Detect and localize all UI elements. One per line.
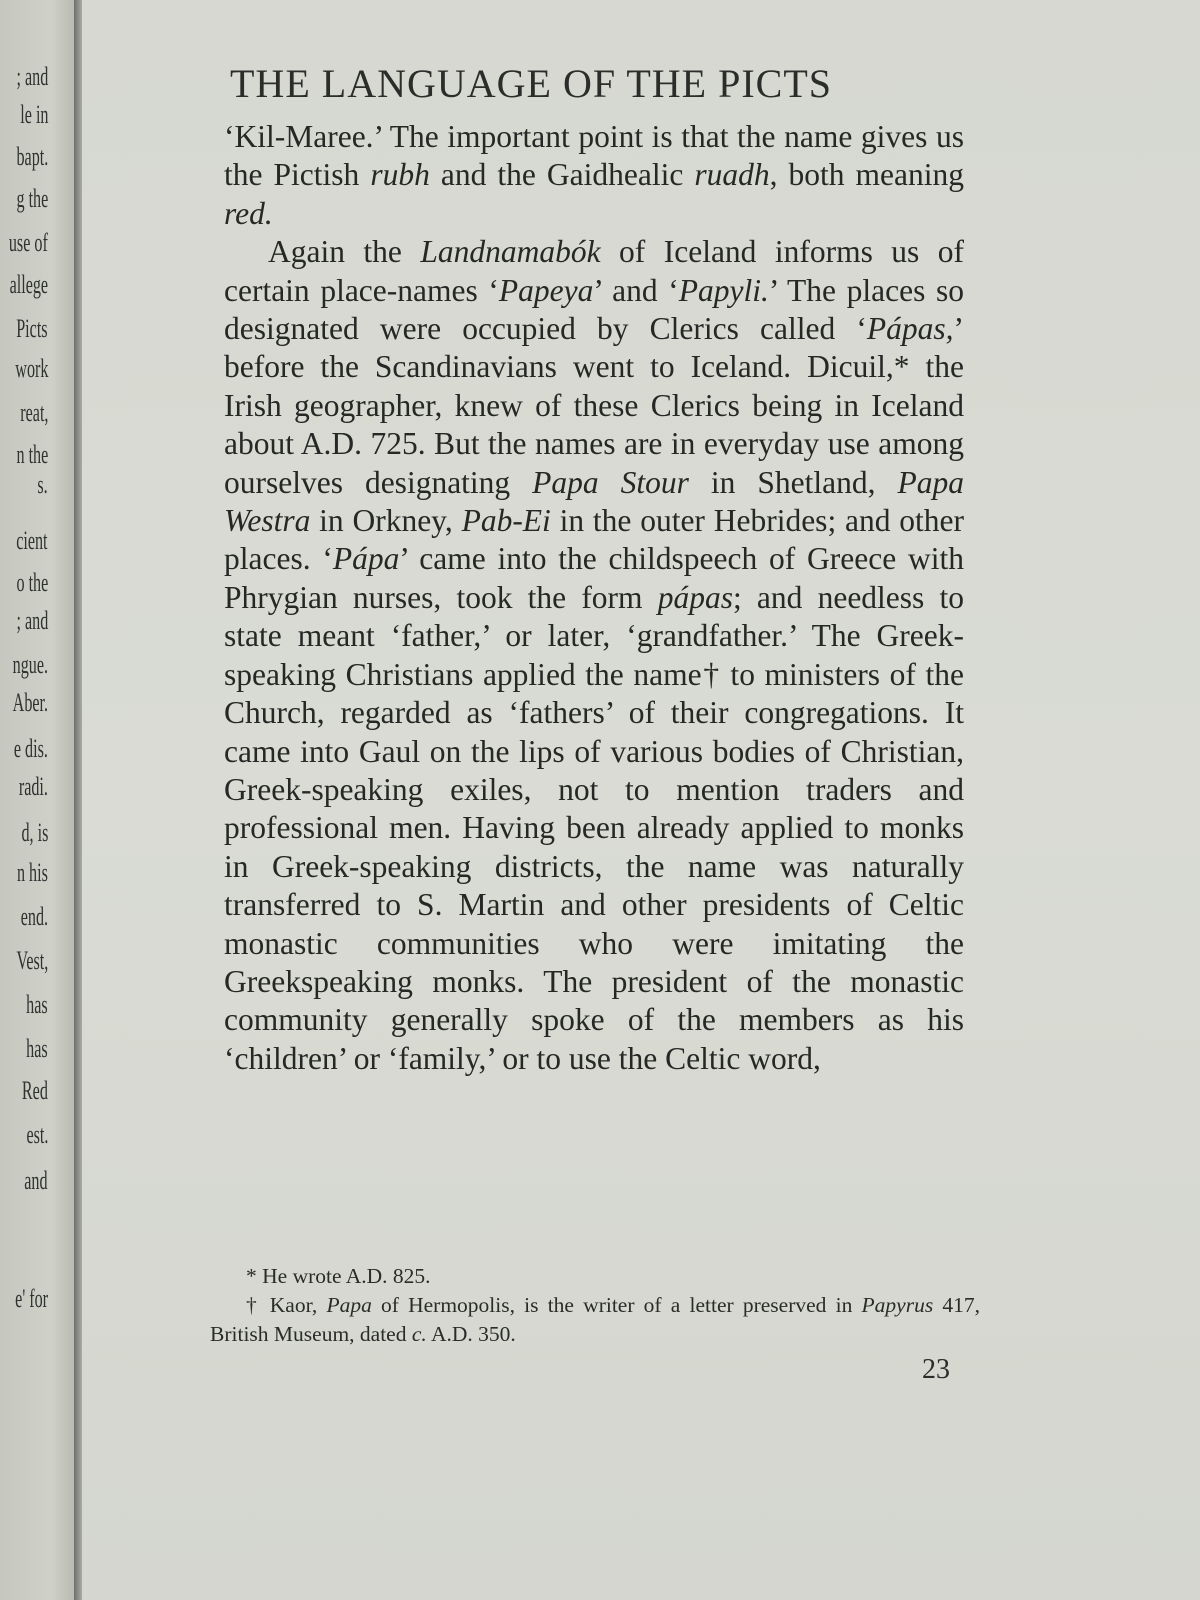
facing-page-fragment: has	[26, 1034, 48, 1063]
italic-text: Papeya	[498, 272, 594, 308]
facing-page-fragment: Red	[22, 1076, 48, 1105]
text-run: in Shetland,	[688, 464, 898, 500]
facing-page-fragment: n his	[17, 858, 48, 887]
italic-text: Papyli.	[678, 272, 769, 308]
facing-page-fragment: bapt.	[16, 142, 48, 171]
text-run: in the outer Hebrides; and other places. ‘	[224, 503, 964, 577]
text-run: of Iceland informs us of certain place-names ‘	[224, 234, 964, 308]
facing-page-fragment: work	[14, 354, 48, 383]
italic-text: red.	[224, 195, 273, 231]
paragraph	[224, 118, 964, 233]
text-run: ’ came into the childspeech of Greece with Phrygian nurses, took the form	[224, 541, 964, 615]
facing-page-fragment: and	[24, 1166, 48, 1195]
text-run: 417, British Museum, dated	[210, 1293, 981, 1346]
facing-page-fragment: use of	[9, 228, 48, 257]
facing-page-fragment: allege	[9, 270, 48, 299]
text-run: of Hermopolis, is the writer of a letter preserved in	[371, 1293, 862, 1317]
facing-page-fragment: ; and	[16, 62, 48, 91]
italic-text: c.	[411, 1322, 427, 1346]
facing-page-fragment: Vest,	[16, 946, 48, 975]
facing-page-fragment: s.	[37, 470, 48, 499]
text-run: Again the	[268, 234, 421, 270]
italic-text: Papa	[326, 1293, 372, 1317]
facing-page-fragment: cient	[16, 526, 48, 555]
running-header: THE LANGUAGE OF THE PICTS	[230, 61, 833, 106]
text-run: A.D. 350.	[426, 1322, 516, 1346]
facing-page-fragment: e' for	[15, 1284, 48, 1313]
facing-page-fragment: n the	[16, 440, 48, 469]
facing-page-fragment: g the	[16, 184, 48, 213]
facing-page-edge	[0, 0, 74, 1600]
facing-page-fragment: o the	[16, 568, 48, 597]
italic-text: Papyrus	[861, 1293, 934, 1317]
text-run: in Orkney,	[310, 503, 462, 539]
facing-page-fragment: Picts	[16, 314, 48, 343]
facing-page-fragment: e dis.	[13, 734, 48, 763]
paragraph	[224, 233, 964, 1078]
italic-text: Papa Westra	[224, 464, 964, 539]
text-run: and the Gaidhealic	[429, 157, 695, 193]
footnote	[210, 1262, 980, 1291]
book-page	[82, 0, 1200, 1600]
facing-page-fragment: est.	[26, 1120, 48, 1149]
footnote	[210, 1291, 980, 1349]
italic-text: rubh	[370, 157, 430, 193]
text-run: , both meaning	[769, 157, 965, 193]
page-number: 23	[922, 1354, 950, 1385]
italic-text: Pab-Ei	[461, 503, 551, 539]
facing-page-fragment: reat,	[19, 398, 48, 427]
text-run: † Kaor,	[246, 1293, 327, 1317]
italic-text: pápas	[657, 579, 733, 615]
facing-page-fragment: le in	[19, 100, 48, 129]
facing-page-fragment: end.	[20, 902, 48, 931]
facing-page-fragment: ; and	[16, 606, 48, 635]
italic-text: Pápas,	[866, 311, 954, 347]
text-run: ’ The places so designated were occupied by Clerics called ‘	[224, 272, 964, 347]
italic-text: ruadh	[694, 157, 770, 193]
facing-page-fragment: Aber.	[12, 688, 48, 717]
facing-page-fragment: d, is	[21, 818, 48, 847]
book-gutter	[74, 0, 82, 1600]
text-run: ; and needless to state meant ‘father,’ or later, ‘grandfather.’ The Greek-speaking Christians applied the name† to ministers of the Church, regarded as ‘fathers’ of their congregations. It came into Gaul on the lips of various bodies of Christian, Greek-speaking exiles, not to mention traders and professional men. Having been already applied to monks in Greek-speaking districts, the name was naturally transferred to S. Martin and other presidents of Celtic monastic communities who were imitating the Greekspeaking monks. The president of the monastic community generally spoke of the members as his ‘children’ or ‘family,’ or to use the Celtic word,	[224, 579, 964, 1076]
italic-text: Papa Stour	[532, 464, 689, 500]
facing-page-fragment: ngue.	[12, 650, 48, 679]
footnotes	[210, 1262, 980, 1349]
italic-text: Pápa	[332, 541, 400, 577]
text-run: ‘Kil-Maree.’ The important point is that the name gives us the Pictish	[224, 119, 964, 193]
facing-page-fragment: radi.	[18, 772, 48, 801]
text-run: ’ before the Scandinavians went to Iceland. Dicuil,* the Irish geographer, knew of these Clerics being in Iceland about A.D. 725. But the names are in everyday use among ourselves designating	[224, 311, 964, 500]
body-text	[224, 118, 964, 1078]
facing-page-fragment: has	[26, 990, 48, 1019]
italic-text: Landnamabók	[420, 234, 601, 270]
text-run: ’ and ‘	[593, 272, 679, 308]
text-run: * He wrote A.D. 825.	[246, 1264, 431, 1288]
